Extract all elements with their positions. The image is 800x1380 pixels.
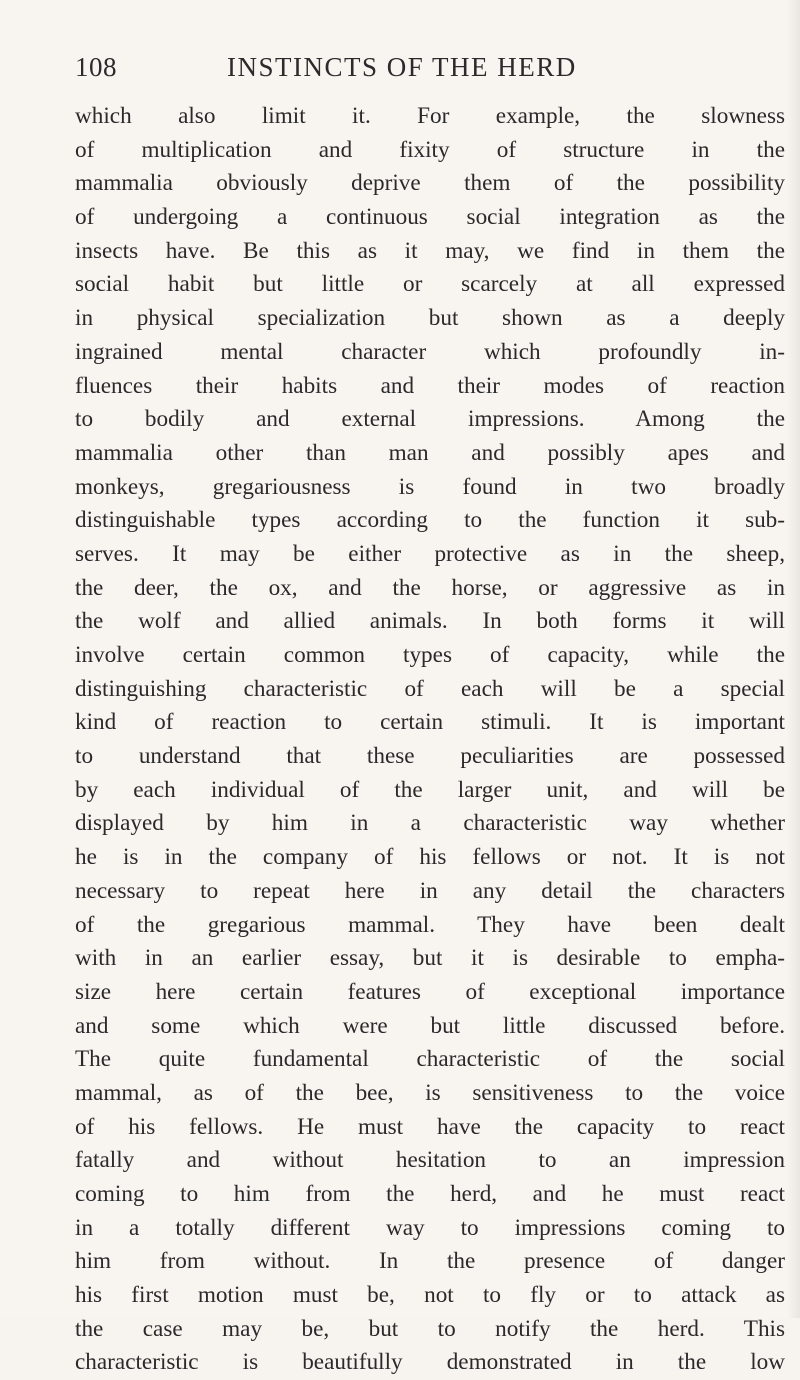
text-line: mammalia obviously deprive them of the possibility <box>75 170 785 197</box>
body-text <box>75 100 785 1380</box>
text-line: necessary to repeat here in any detail the characters <box>75 877 785 904</box>
text-line: ingrained mental character which profoundly in- <box>75 338 785 365</box>
page-number: 108 <box>75 52 117 82</box>
text-line: him from without. In the presence of danger <box>75 1248 785 1275</box>
text-line: social habit but little or scarcely at all expressed <box>75 271 785 298</box>
text-line: to understand that these peculiarities are possessed <box>75 743 785 770</box>
text-line: fatally and without hesitation to an impression <box>75 1147 785 1174</box>
text-line: the case may be, but to notify the herd. This <box>75 1315 785 1342</box>
text-line: characteristic is beautifully demonstrated in the low <box>75 1349 785 1376</box>
text-line: of undergoing a continuous social integration as the <box>75 204 785 231</box>
page-edge-shadow <box>786 0 800 1318</box>
text-line: and some which were but little discussed before. <box>75 1012 785 1039</box>
running-head: INSTINCTS OF THE HERD <box>227 52 577 82</box>
text-line: size here certain features of exceptional importance <box>75 978 785 1005</box>
text-line: mammal, as of the bee, is sensitiveness to the voice <box>75 1079 785 1106</box>
text-line: mammalia other than man and possibly apes and <box>75 439 785 466</box>
text-line: the deer, the ox, and the horse, or aggressive as in <box>75 574 785 601</box>
text-line: kind of reaction to certain stimuli. It is important <box>75 709 785 736</box>
text-line: of his fellows. He must have the capacity to react <box>75 1113 785 1140</box>
text-line: involve certain common types of capacity, while the <box>75 642 785 668</box>
text-line: with in an earlier essay, but it is desirable to empha- <box>75 945 785 972</box>
text-line: distinguishing characteristic of each will be a special <box>75 675 785 702</box>
text-line: of multiplication and fixity of structure in the <box>75 136 785 163</box>
text-line: distinguishable types according to the function it sub- <box>75 507 785 534</box>
text-line: displayed by him in a characteristic way whether <box>75 810 785 837</box>
text-line: the wolf and allied animals. In both forms it will <box>75 608 785 635</box>
text-line: his first motion must be, not to fly or to attack as <box>75 1282 785 1309</box>
text-line: fluences their habits and their modes of reaction <box>75 372 785 399</box>
text-line: in physical specialization but shown as a deeply <box>75 305 785 332</box>
text-line: coming to him from the herd, and he must react <box>75 1181 785 1207</box>
text-line: monkeys, gregariousness is found in two broadly <box>75 473 785 500</box>
text-line: which also limit it. For example, the slowness <box>75 103 785 129</box>
text-line: of the gregarious mammal. They have been dealt <box>75 911 785 938</box>
page-header <box>75 52 783 88</box>
text-line: in a totally different way to impressions coming to <box>75 1214 785 1241</box>
text-line: The quite fundamental characteristic of the social <box>75 1046 785 1073</box>
text-line: serves. It may be either protective as in the sheep, <box>75 540 785 567</box>
text-line: to bodily and external impressions. Among the <box>75 406 785 433</box>
text-line: he is in the company of his fellows or not. It is not <box>75 844 785 871</box>
text-line: insects have. Be this as it may, we find in them the <box>75 237 785 264</box>
text-line: by each individual of the larger unit, and will be <box>75 776 785 803</box>
